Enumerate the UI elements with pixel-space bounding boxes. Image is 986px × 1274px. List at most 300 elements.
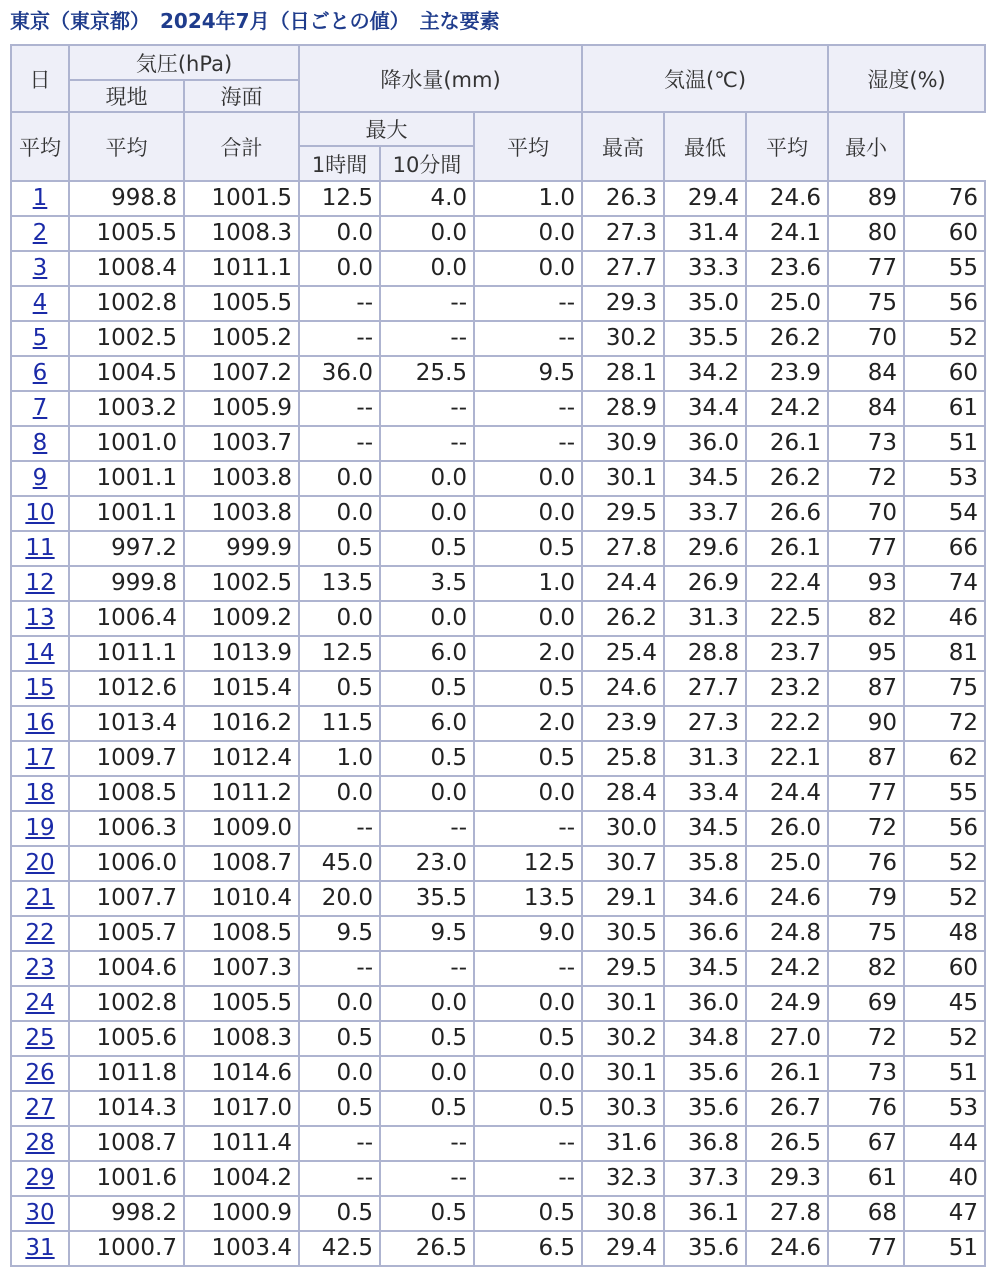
header-pressure-sea-avg: 平均 — [69, 112, 184, 181]
cell-temp-low: 23.9 — [746, 356, 828, 391]
cell-temp-avg: 30.3 — [582, 1091, 664, 1126]
cell-precip-max-1hour: 0.0 — [380, 216, 474, 251]
table-row — [11, 811, 985, 846]
cell-precip-total: 36.0 — [299, 356, 380, 391]
day-link[interactable]: 9 — [32, 465, 48, 491]
cell-humidity-min: 55 — [904, 776, 985, 811]
page-title: 東京（東京都） 2024年7月（日ごとの値） 主な要素 — [10, 9, 500, 33]
cell-humidity-avg: 61 — [828, 1161, 904, 1196]
header-temperature: 気温(℃) — [582, 45, 828, 112]
cell-temp-high: 34.5 — [664, 811, 746, 846]
day-link[interactable]: 27 — [25, 1095, 55, 1121]
day-link[interactable]: 25 — [25, 1025, 55, 1051]
header-temp-low: 最低 — [664, 112, 746, 181]
cell-day — [11, 286, 69, 321]
cell-precip-total: -- — [299, 1126, 380, 1161]
cell-day — [11, 846, 69, 881]
table-row — [11, 1126, 985, 1161]
cell-temp-high: 35.0 — [664, 286, 746, 321]
cell-humidity-avg: 84 — [828, 356, 904, 391]
cell-pressure-sea-avg: 1016.2 — [184, 706, 299, 741]
cell-temp-low: 26.5 — [746, 1126, 828, 1161]
cell-precip-max-10min: 0.0 — [474, 216, 582, 251]
day-link[interactable]: 16 — [25, 710, 55, 736]
cell-temp-high: 36.1 — [664, 1196, 746, 1231]
cell-precip-max-1hour: 26.5 — [380, 1231, 474, 1266]
cell-humidity-min: 61 — [904, 391, 985, 426]
cell-pressure-sea-avg: 1014.6 — [184, 1056, 299, 1091]
table-body — [11, 181, 985, 1266]
cell-precip-max-10min: 13.5 — [474, 881, 582, 916]
cell-precip-max-10min: -- — [474, 811, 582, 846]
cell-humidity-avg: 82 — [828, 601, 904, 636]
cell-temp-avg: 28.4 — [582, 776, 664, 811]
cell-precip-max-1hour: 0.0 — [380, 1056, 474, 1091]
table-row — [11, 671, 985, 706]
cell-precip-max-1hour: -- — [380, 426, 474, 461]
table-row — [11, 741, 985, 776]
cell-temp-low: 23.6 — [746, 251, 828, 286]
cell-precip-total: 1.0 — [299, 741, 380, 776]
table-row — [11, 881, 985, 916]
cell-precip-total: 20.0 — [299, 881, 380, 916]
header-precip-total: 合計 — [184, 112, 299, 181]
cell-precip-max-10min: 2.0 — [474, 706, 582, 741]
cell-day — [11, 951, 69, 986]
cell-humidity-min: 56 — [904, 811, 985, 846]
table-row — [11, 846, 985, 881]
cell-temp-low: 24.6 — [746, 881, 828, 916]
cell-precip-total: 0.0 — [299, 776, 380, 811]
cell-precip-max-10min: 0.0 — [474, 461, 582, 496]
day-link[interactable]: 4 — [32, 290, 48, 316]
cell-temp-high: 31.3 — [664, 601, 746, 636]
cell-humidity-avg: 82 — [828, 951, 904, 986]
cell-pressure-local-avg: 1009.7 — [69, 741, 184, 776]
cell-pressure-sea-avg: 1008.5 — [184, 916, 299, 951]
cell-humidity-min: 52 — [904, 846, 985, 881]
cell-precip-total: -- — [299, 811, 380, 846]
cell-humidity-avg: 79 — [828, 881, 904, 916]
table-row — [11, 356, 985, 391]
cell-temp-avg: 28.1 — [582, 356, 664, 391]
cell-pressure-local-avg: 1008.4 — [69, 251, 184, 286]
cell-day — [11, 811, 69, 846]
cell-temp-low: 25.0 — [746, 846, 828, 881]
cell-temp-avg: 27.8 — [582, 531, 664, 566]
cell-temp-avg: 29.1 — [582, 881, 664, 916]
day-link[interactable]: 26 — [25, 1060, 55, 1086]
cell-temp-low: 24.8 — [746, 916, 828, 951]
cell-temp-avg: 29.3 — [582, 286, 664, 321]
cell-day — [11, 916, 69, 951]
cell-pressure-sea-avg: 1007.3 — [184, 951, 299, 986]
cell-precip-total: -- — [299, 951, 380, 986]
cell-pressure-sea-avg: 1000.9 — [184, 1196, 299, 1231]
cell-temp-avg: 29.5 — [582, 496, 664, 531]
table-row — [11, 636, 985, 671]
cell-precip-max-1hour: 3.5 — [380, 566, 474, 601]
header-pressure-local: 現地 — [69, 80, 184, 112]
cell-precip-max-10min: 0.0 — [474, 986, 582, 1021]
cell-temp-low: 26.2 — [746, 461, 828, 496]
cell-humidity-avg: 69 — [828, 986, 904, 1021]
cell-day — [11, 1196, 69, 1231]
cell-pressure-sea-avg: 1001.5 — [184, 181, 299, 216]
cell-temp-avg: 27.3 — [582, 216, 664, 251]
cell-pressure-sea-avg: 1007.2 — [184, 356, 299, 391]
day-link[interactable]: 23 — [25, 955, 55, 981]
cell-day — [11, 776, 69, 811]
cell-pressure-local-avg: 1011.1 — [69, 636, 184, 671]
cell-temp-low: 22.4 — [746, 566, 828, 601]
cell-humidity-min: 55 — [904, 251, 985, 286]
cell-temp-low: 27.8 — [746, 1196, 828, 1231]
cell-temp-high: 34.5 — [664, 461, 746, 496]
table-row — [11, 1021, 985, 1056]
table-row — [11, 566, 985, 601]
day-link[interactable]: 11 — [25, 535, 55, 561]
cell-temp-high: 36.6 — [664, 916, 746, 951]
cell-humidity-min: 51 — [904, 1231, 985, 1266]
cell-humidity-min: 53 — [904, 1091, 985, 1126]
day-link[interactable]: 28 — [25, 1130, 55, 1156]
cell-temp-high: 27.7 — [664, 671, 746, 706]
cell-precip-max-1hour: -- — [380, 811, 474, 846]
cell-humidity-avg: 89 — [828, 181, 904, 216]
cell-temp-low: 26.2 — [746, 321, 828, 356]
day-link[interactable]: 5 — [32, 325, 48, 351]
day-link[interactable]: 1 — [32, 185, 48, 211]
cell-pressure-local-avg: 1002.5 — [69, 321, 184, 356]
cell-day — [11, 1091, 69, 1126]
cell-temp-low: 24.6 — [746, 181, 828, 216]
header-humidity-avg: 平均 — [746, 112, 828, 181]
header-precip-max-10min: 10分間 — [380, 146, 474, 181]
cell-pressure-local-avg: 1003.2 — [69, 391, 184, 426]
day-link[interactable]: 21 — [25, 885, 55, 911]
header-day: 日 — [11, 45, 69, 112]
cell-humidity-min: 46 — [904, 601, 985, 636]
cell-precip-max-1hour: -- — [380, 1161, 474, 1196]
cell-humidity-avg: 75 — [828, 286, 904, 321]
cell-temp-low: 23.7 — [746, 636, 828, 671]
day-link[interactable]: 7 — [32, 395, 48, 421]
cell-day — [11, 181, 69, 216]
cell-pressure-sea-avg: 1003.8 — [184, 496, 299, 531]
cell-temp-low: 22.5 — [746, 601, 828, 636]
cell-temp-high: 34.8 — [664, 1021, 746, 1056]
cell-precip-max-1hour: 0.5 — [380, 1091, 474, 1126]
cell-temp-avg: 30.2 — [582, 321, 664, 356]
header-humidity: 湿度(%) — [828, 45, 985, 112]
cell-temp-avg: 30.2 — [582, 1021, 664, 1056]
day-link[interactable]: 24 — [25, 990, 55, 1016]
cell-temp-avg: 30.8 — [582, 1196, 664, 1231]
cell-temp-high: 31.3 — [664, 741, 746, 776]
cell-precip-max-1hour: 25.5 — [380, 356, 474, 391]
cell-precip-total: -- — [299, 391, 380, 426]
cell-pressure-local-avg: 1004.5 — [69, 356, 184, 391]
cell-precip-max-1hour: 0.5 — [380, 1021, 474, 1056]
cell-temp-low: 29.3 — [746, 1161, 828, 1196]
table-row — [11, 461, 985, 496]
day-link[interactable]: 13 — [25, 605, 55, 631]
cell-day — [11, 216, 69, 251]
day-link[interactable]: 20 — [25, 850, 55, 876]
cell-pressure-sea-avg: 1009.0 — [184, 811, 299, 846]
cell-pressure-sea-avg: 1005.9 — [184, 391, 299, 426]
cell-humidity-min: 52 — [904, 1021, 985, 1056]
cell-precip-total: 0.5 — [299, 1196, 380, 1231]
cell-temp-low: 26.0 — [746, 811, 828, 846]
cell-temp-avg: 25.4 — [582, 636, 664, 671]
cell-pressure-sea-avg: 1005.2 — [184, 321, 299, 356]
cell-precip-total: 0.0 — [299, 461, 380, 496]
cell-humidity-min: 45 — [904, 986, 985, 1021]
day-link[interactable]: 17 — [25, 745, 55, 771]
table-row — [11, 1091, 985, 1126]
table-row — [11, 321, 985, 356]
header-pressure-sea: 海面 — [184, 80, 299, 112]
cell-humidity-min: 53 — [904, 461, 985, 496]
cell-day — [11, 1231, 69, 1266]
cell-humidity-min: 52 — [904, 881, 985, 916]
cell-temp-high: 33.3 — [664, 251, 746, 286]
cell-precip-max-10min: 12.5 — [474, 846, 582, 881]
cell-temp-high: 35.6 — [664, 1091, 746, 1126]
cell-temp-low: 22.2 — [746, 706, 828, 741]
cell-temp-low: 26.1 — [746, 531, 828, 566]
cell-temp-low: 24.4 — [746, 776, 828, 811]
cell-precip-total: -- — [299, 426, 380, 461]
cell-temp-high: 31.4 — [664, 216, 746, 251]
cell-temp-avg: 31.6 — [582, 1126, 664, 1161]
header-precipitation: 降水量(mm) — [299, 45, 582, 112]
cell-precip-max-10min: -- — [474, 321, 582, 356]
cell-precip-total: 0.0 — [299, 251, 380, 286]
cell-temp-low: 26.7 — [746, 1091, 828, 1126]
cell-humidity-avg: 87 — [828, 741, 904, 776]
cell-temp-high: 35.8 — [664, 846, 746, 881]
cell-humidity-avg: 72 — [828, 811, 904, 846]
cell-precip-total: 0.0 — [299, 496, 380, 531]
cell-precip-total: 0.0 — [299, 1056, 380, 1091]
cell-temp-high: 36.0 — [664, 426, 746, 461]
table-row — [11, 286, 985, 321]
cell-pressure-local-avg: 1001.0 — [69, 426, 184, 461]
table-row — [11, 531, 985, 566]
cell-precip-total: 13.5 — [299, 566, 380, 601]
cell-temp-high: 36.0 — [664, 986, 746, 1021]
header-precip-max: 最大 — [299, 112, 474, 146]
cell-precip-max-10min: 0.5 — [474, 741, 582, 776]
cell-precip-max-10min: 1.0 — [474, 181, 582, 216]
cell-temp-low: 24.2 — [746, 391, 828, 426]
cell-precip-max-10min: 6.5 — [474, 1231, 582, 1266]
cell-temp-avg: 30.1 — [582, 461, 664, 496]
cell-pressure-sea-avg: 1010.4 — [184, 881, 299, 916]
cell-pressure-local-avg: 1004.6 — [69, 951, 184, 986]
cell-humidity-min: 81 — [904, 636, 985, 671]
day-link[interactable]: 31 — [25, 1235, 55, 1261]
day-link[interactable]: 3 — [32, 255, 48, 281]
cell-temp-low: 25.0 — [746, 286, 828, 321]
cell-humidity-min: 44 — [904, 1126, 985, 1161]
table-row — [11, 1196, 985, 1231]
cell-precip-max-1hour: 6.0 — [380, 706, 474, 741]
cell-pressure-sea-avg: 1009.2 — [184, 601, 299, 636]
cell-temp-avg: 30.5 — [582, 916, 664, 951]
cell-precip-total: -- — [299, 321, 380, 356]
table-row — [11, 706, 985, 741]
cell-humidity-min: 72 — [904, 706, 985, 741]
cell-precip-max-1hour: 0.0 — [380, 986, 474, 1021]
day-link[interactable]: 18 — [25, 780, 55, 806]
cell-humidity-avg: 73 — [828, 426, 904, 461]
cell-temp-high: 26.9 — [664, 566, 746, 601]
cell-precip-max-1hour: -- — [380, 391, 474, 426]
cell-precip-total: 9.5 — [299, 916, 380, 951]
cell-precip-max-10min: 0.0 — [474, 1056, 582, 1091]
cell-day — [11, 356, 69, 391]
cell-humidity-min: 51 — [904, 426, 985, 461]
cell-pressure-local-avg: 1000.7 — [69, 1231, 184, 1266]
cell-temp-avg: 24.4 — [582, 566, 664, 601]
cell-temp-high: 33.7 — [664, 496, 746, 531]
day-link[interactable]: 10 — [25, 500, 55, 526]
cell-day — [11, 461, 69, 496]
cell-humidity-min: 54 — [904, 496, 985, 531]
cell-pressure-sea-avg: 1004.2 — [184, 1161, 299, 1196]
cell-pressure-sea-avg: 1008.7 — [184, 846, 299, 881]
cell-temp-high: 29.6 — [664, 531, 746, 566]
table-row — [11, 391, 985, 426]
day-link[interactable]: 19 — [25, 815, 55, 841]
cell-temp-avg: 30.9 — [582, 426, 664, 461]
cell-pressure-sea-avg: 999.9 — [184, 531, 299, 566]
cell-day — [11, 1126, 69, 1161]
cell-precip-max-10min: 0.0 — [474, 776, 582, 811]
cell-pressure-sea-avg: 1002.5 — [184, 566, 299, 601]
cell-humidity-min: 56 — [904, 286, 985, 321]
cell-precip-max-1hour: 0.0 — [380, 496, 474, 531]
cell-precip-max-10min: 0.0 — [474, 601, 582, 636]
cell-humidity-min: 48 — [904, 916, 985, 951]
cell-temp-avg: 26.3 — [582, 181, 664, 216]
daily-weather-table — [10, 44, 986, 1267]
cell-pressure-sea-avg: 1011.4 — [184, 1126, 299, 1161]
cell-pressure-sea-avg: 1003.8 — [184, 461, 299, 496]
cell-temp-low: 26.6 — [746, 496, 828, 531]
cell-pressure-local-avg: 1002.8 — [69, 286, 184, 321]
table-row — [11, 426, 985, 461]
cell-temp-high: 35.5 — [664, 321, 746, 356]
cell-precip-max-10min: -- — [474, 286, 582, 321]
cell-temp-avg: 30.0 — [582, 811, 664, 846]
cell-temp-avg: 29.4 — [582, 1231, 664, 1266]
cell-temp-avg: 23.9 — [582, 706, 664, 741]
day-link[interactable]: 30 — [25, 1200, 55, 1226]
cell-humidity-avg: 77 — [828, 531, 904, 566]
cell-day — [11, 566, 69, 601]
cell-pressure-sea-avg: 1005.5 — [184, 986, 299, 1021]
cell-day — [11, 531, 69, 566]
cell-day — [11, 986, 69, 1021]
cell-precip-max-1hour: 0.5 — [380, 741, 474, 776]
cell-temp-high: 35.6 — [664, 1231, 746, 1266]
cell-humidity-avg: 70 — [828, 496, 904, 531]
table-row — [11, 1231, 985, 1266]
cell-day — [11, 671, 69, 706]
table-row — [11, 601, 985, 636]
cell-precip-max-10min: -- — [474, 951, 582, 986]
cell-pressure-local-avg: 1005.5 — [69, 216, 184, 251]
cell-precip-total: 12.5 — [299, 636, 380, 671]
cell-humidity-min: 40 — [904, 1161, 985, 1196]
cell-pressure-local-avg: 998.2 — [69, 1196, 184, 1231]
day-link[interactable]: 2 — [32, 220, 48, 246]
table-row — [11, 986, 985, 1021]
day-link[interactable]: 6 — [32, 360, 48, 386]
cell-pressure-local-avg: 1001.1 — [69, 496, 184, 531]
cell-humidity-avg: 95 — [828, 636, 904, 671]
cell-humidity-avg: 73 — [828, 1056, 904, 1091]
cell-precip-max-10min: 2.0 — [474, 636, 582, 671]
cell-humidity-avg: 68 — [828, 1196, 904, 1231]
day-link[interactable]: 22 — [25, 920, 55, 946]
day-link[interactable]: 12 — [25, 570, 55, 596]
cell-temp-high: 28.8 — [664, 636, 746, 671]
cell-pressure-sea-avg: 1011.2 — [184, 776, 299, 811]
header-temp-high: 最高 — [582, 112, 664, 181]
cell-day — [11, 321, 69, 356]
cell-temp-low: 26.1 — [746, 1056, 828, 1091]
cell-day — [11, 1021, 69, 1056]
cell-precip-total: 42.5 — [299, 1231, 380, 1266]
table-header — [11, 45, 985, 181]
day-link[interactable]: 8 — [32, 430, 48, 456]
cell-precip-total: 0.5 — [299, 1021, 380, 1056]
header-precip-max-1hour: 1時間 — [299, 146, 380, 181]
cell-temp-high: 34.6 — [664, 881, 746, 916]
cell-humidity-min: 74 — [904, 566, 985, 601]
cell-precip-max-10min: -- — [474, 1161, 582, 1196]
cell-precip-max-1hour: 9.5 — [380, 916, 474, 951]
cell-humidity-avg: 77 — [828, 251, 904, 286]
day-link[interactable]: 14 — [25, 640, 55, 666]
cell-precip-total: 12.5 — [299, 181, 380, 216]
day-link[interactable]: 15 — [25, 675, 55, 701]
cell-precip-max-1hour: 23.0 — [380, 846, 474, 881]
cell-humidity-avg: 93 — [828, 566, 904, 601]
cell-pressure-local-avg: 1012.6 — [69, 671, 184, 706]
cell-temp-avg: 30.7 — [582, 846, 664, 881]
cell-precip-total: 0.5 — [299, 1091, 380, 1126]
cell-humidity-avg: 67 — [828, 1126, 904, 1161]
cell-precip-total: 0.5 — [299, 671, 380, 706]
cell-day — [11, 881, 69, 916]
table-row — [11, 776, 985, 811]
cell-pressure-local-avg: 1011.8 — [69, 1056, 184, 1091]
cell-humidity-avg: 76 — [828, 1091, 904, 1126]
day-link[interactable]: 29 — [25, 1165, 55, 1191]
cell-precip-max-10min: 9.5 — [474, 356, 582, 391]
cell-precip-max-10min: -- — [474, 391, 582, 426]
cell-precip-total: 0.5 — [299, 531, 380, 566]
cell-temp-high: 35.6 — [664, 1056, 746, 1091]
cell-humidity-avg: 90 — [828, 706, 904, 741]
